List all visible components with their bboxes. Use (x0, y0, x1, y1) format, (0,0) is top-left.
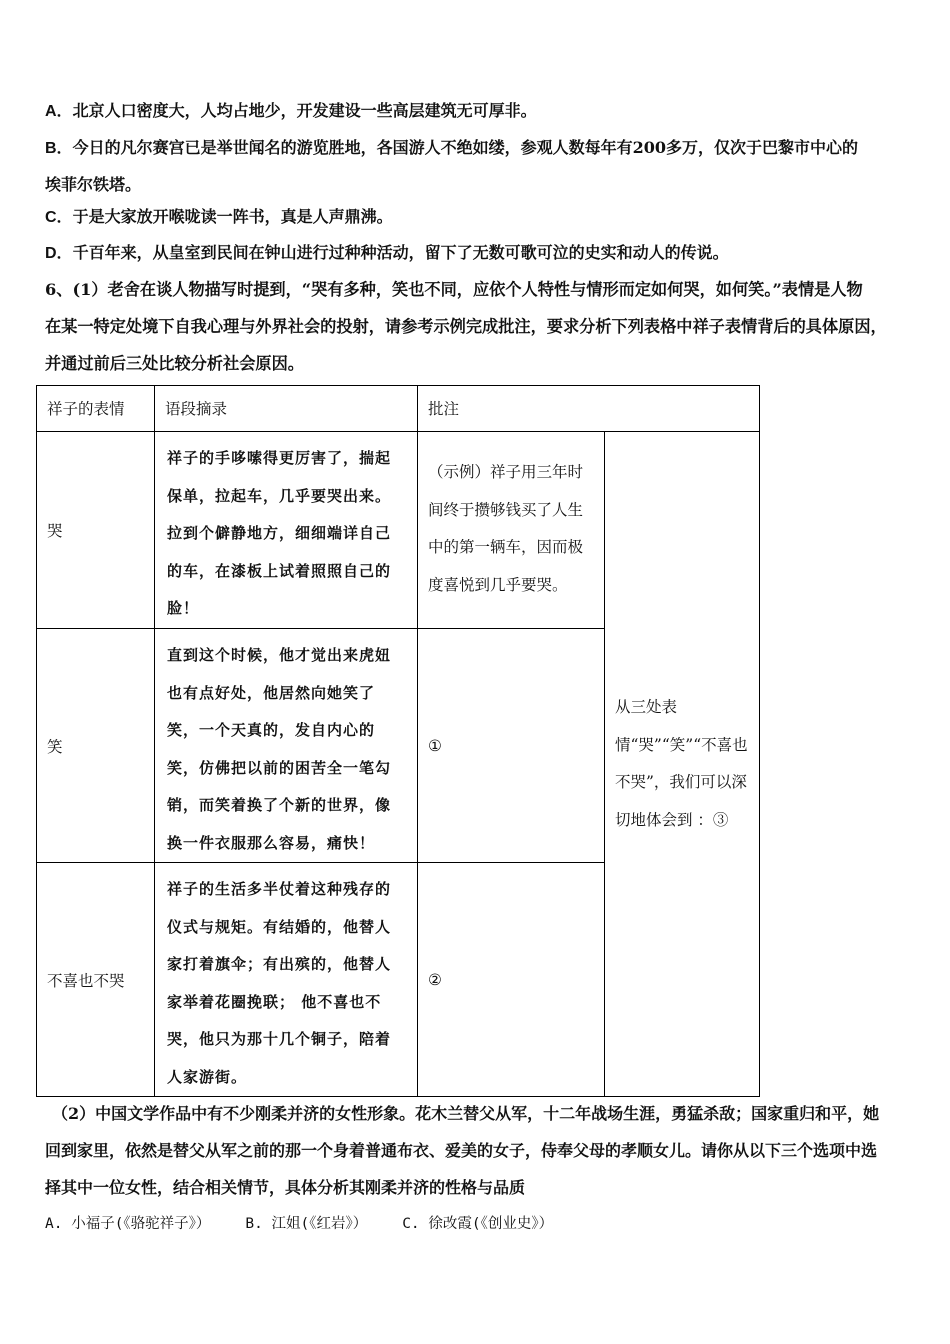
option-c (45, 207, 393, 228)
question6-line2: 在某一特定处境下自我心理与外界社会的投射，请参考示例完成批注，要求分析下列表格中祥子表情背后的具体原因， (45, 317, 887, 336)
option-letter: B． (45, 140, 73, 157)
option-letter: C． (45, 209, 73, 226)
excerpt-smile: 直到这个时候，他才觉出来虎妞也有点好处，他居然向她笑了笑，一个天真的，发自内心的笑，仿佛把以前的困苦全一笔勾销，而笑着换了个新的世界，像换一件衣服那么容易，痛快！ (155, 629, 418, 863)
header-annotation: 批注 (418, 386, 760, 432)
note-cry: （示例）祥子用三年时间终于攒够钱买了人生中的第一辆车，因而极度喜悦到几乎要哭。 (418, 432, 605, 629)
option-letter: A． (45, 103, 73, 120)
option-text: 今日的凡尔赛宫已是举世闻名的游览胜地，各国游人不绝如缕，参观人数每年有200多万，仅次于巴黎市中心的 (72, 138, 858, 157)
option-b-continued (45, 175, 141, 195)
option-text: 于是大家放开喉咙读一阵书，真是人声鼎沸。 (72, 207, 393, 226)
option-d (45, 243, 729, 264)
choice-c: C. 徐改霞(《创业史》） (402, 1216, 554, 1232)
row-label-cry: 哭 (37, 432, 155, 629)
option-letter: D． (45, 245, 73, 262)
choice-b: B. 江姐(《红岩》） (245, 1216, 368, 1232)
excerpt-cry: 祥子的手哆嗦得更厉害了，揣起保单，拉起车，几乎要哭出来。拉到个僻静地方，细细端详自己的车，在漆板上试着照照自己的脸！ (155, 432, 418, 629)
part2-choices (45, 1212, 553, 1233)
option-a (45, 101, 537, 122)
excerpt-neither: 祥子的生活多半仗着这种残存的仪式与规矩。有结婚的，他替人家打着旗伞；有出殡的，他替人家举着花圈挽联； 他不喜也不哭，他只为那十几个铜子，陪着人家游街。 (155, 863, 418, 1097)
header-expression: 祥子的表情 (37, 386, 155, 432)
row-label-smile: 笑 (37, 629, 155, 863)
part2-line1: （2）中国文学作品中有不少刚柔并济的女性形象。花木兰替父从军，十二年战场生涯，勇猛杀敌；国家重归和平，她 (52, 1104, 880, 1123)
option-text: 北京人口密度大，人均占地少，开发建设一些高层建筑无可厚非。 (72, 101, 537, 120)
annotation-table (36, 385, 760, 1097)
header-excerpt: 语段摘录 (155, 386, 418, 432)
note-blank-2: ② (418, 863, 605, 1097)
table-row-cry (37, 432, 760, 629)
row-label-neither: 不喜也不哭 (37, 863, 155, 1097)
choice-a: A. 小福子(《骆驼祥子》） (45, 1216, 211, 1232)
part2-line2: 回到家里，依然是替父从军之前的那一个身着普通布衣、爱美的女子，侍奉父母的孝顺女儿。请你从以下三个选项中选 (45, 1141, 878, 1160)
part2-line3: 择其中一位女性，结合相关情节，具体分析其刚柔并济的性格与品质 (45, 1178, 526, 1197)
summary-cell: 从三处表情“哭”“笑”“不喜也不哭”，我们可以深切地体会到 ：③ (605, 432, 760, 1097)
question6-line1: 6、(1）老舍在谈人物描写时提到，“哭有多种，笑也不同，应依个人特性与情形而定如何哭，如何笑。”表情是人物 (45, 280, 863, 299)
table-header-row (37, 386, 760, 432)
option-text-continued: 埃菲尔铁塔。 (45, 175, 142, 194)
note-blank-1: ① (418, 629, 605, 863)
question6-line3: 并通过前后三处比较分析社会原因。 (45, 354, 304, 373)
option-text: 千百年来，从皇室到民间在钟山进行过种种活动，留下了无数可歌可泣的史实和动人的传说。 (72, 243, 729, 262)
option-b (45, 138, 858, 159)
